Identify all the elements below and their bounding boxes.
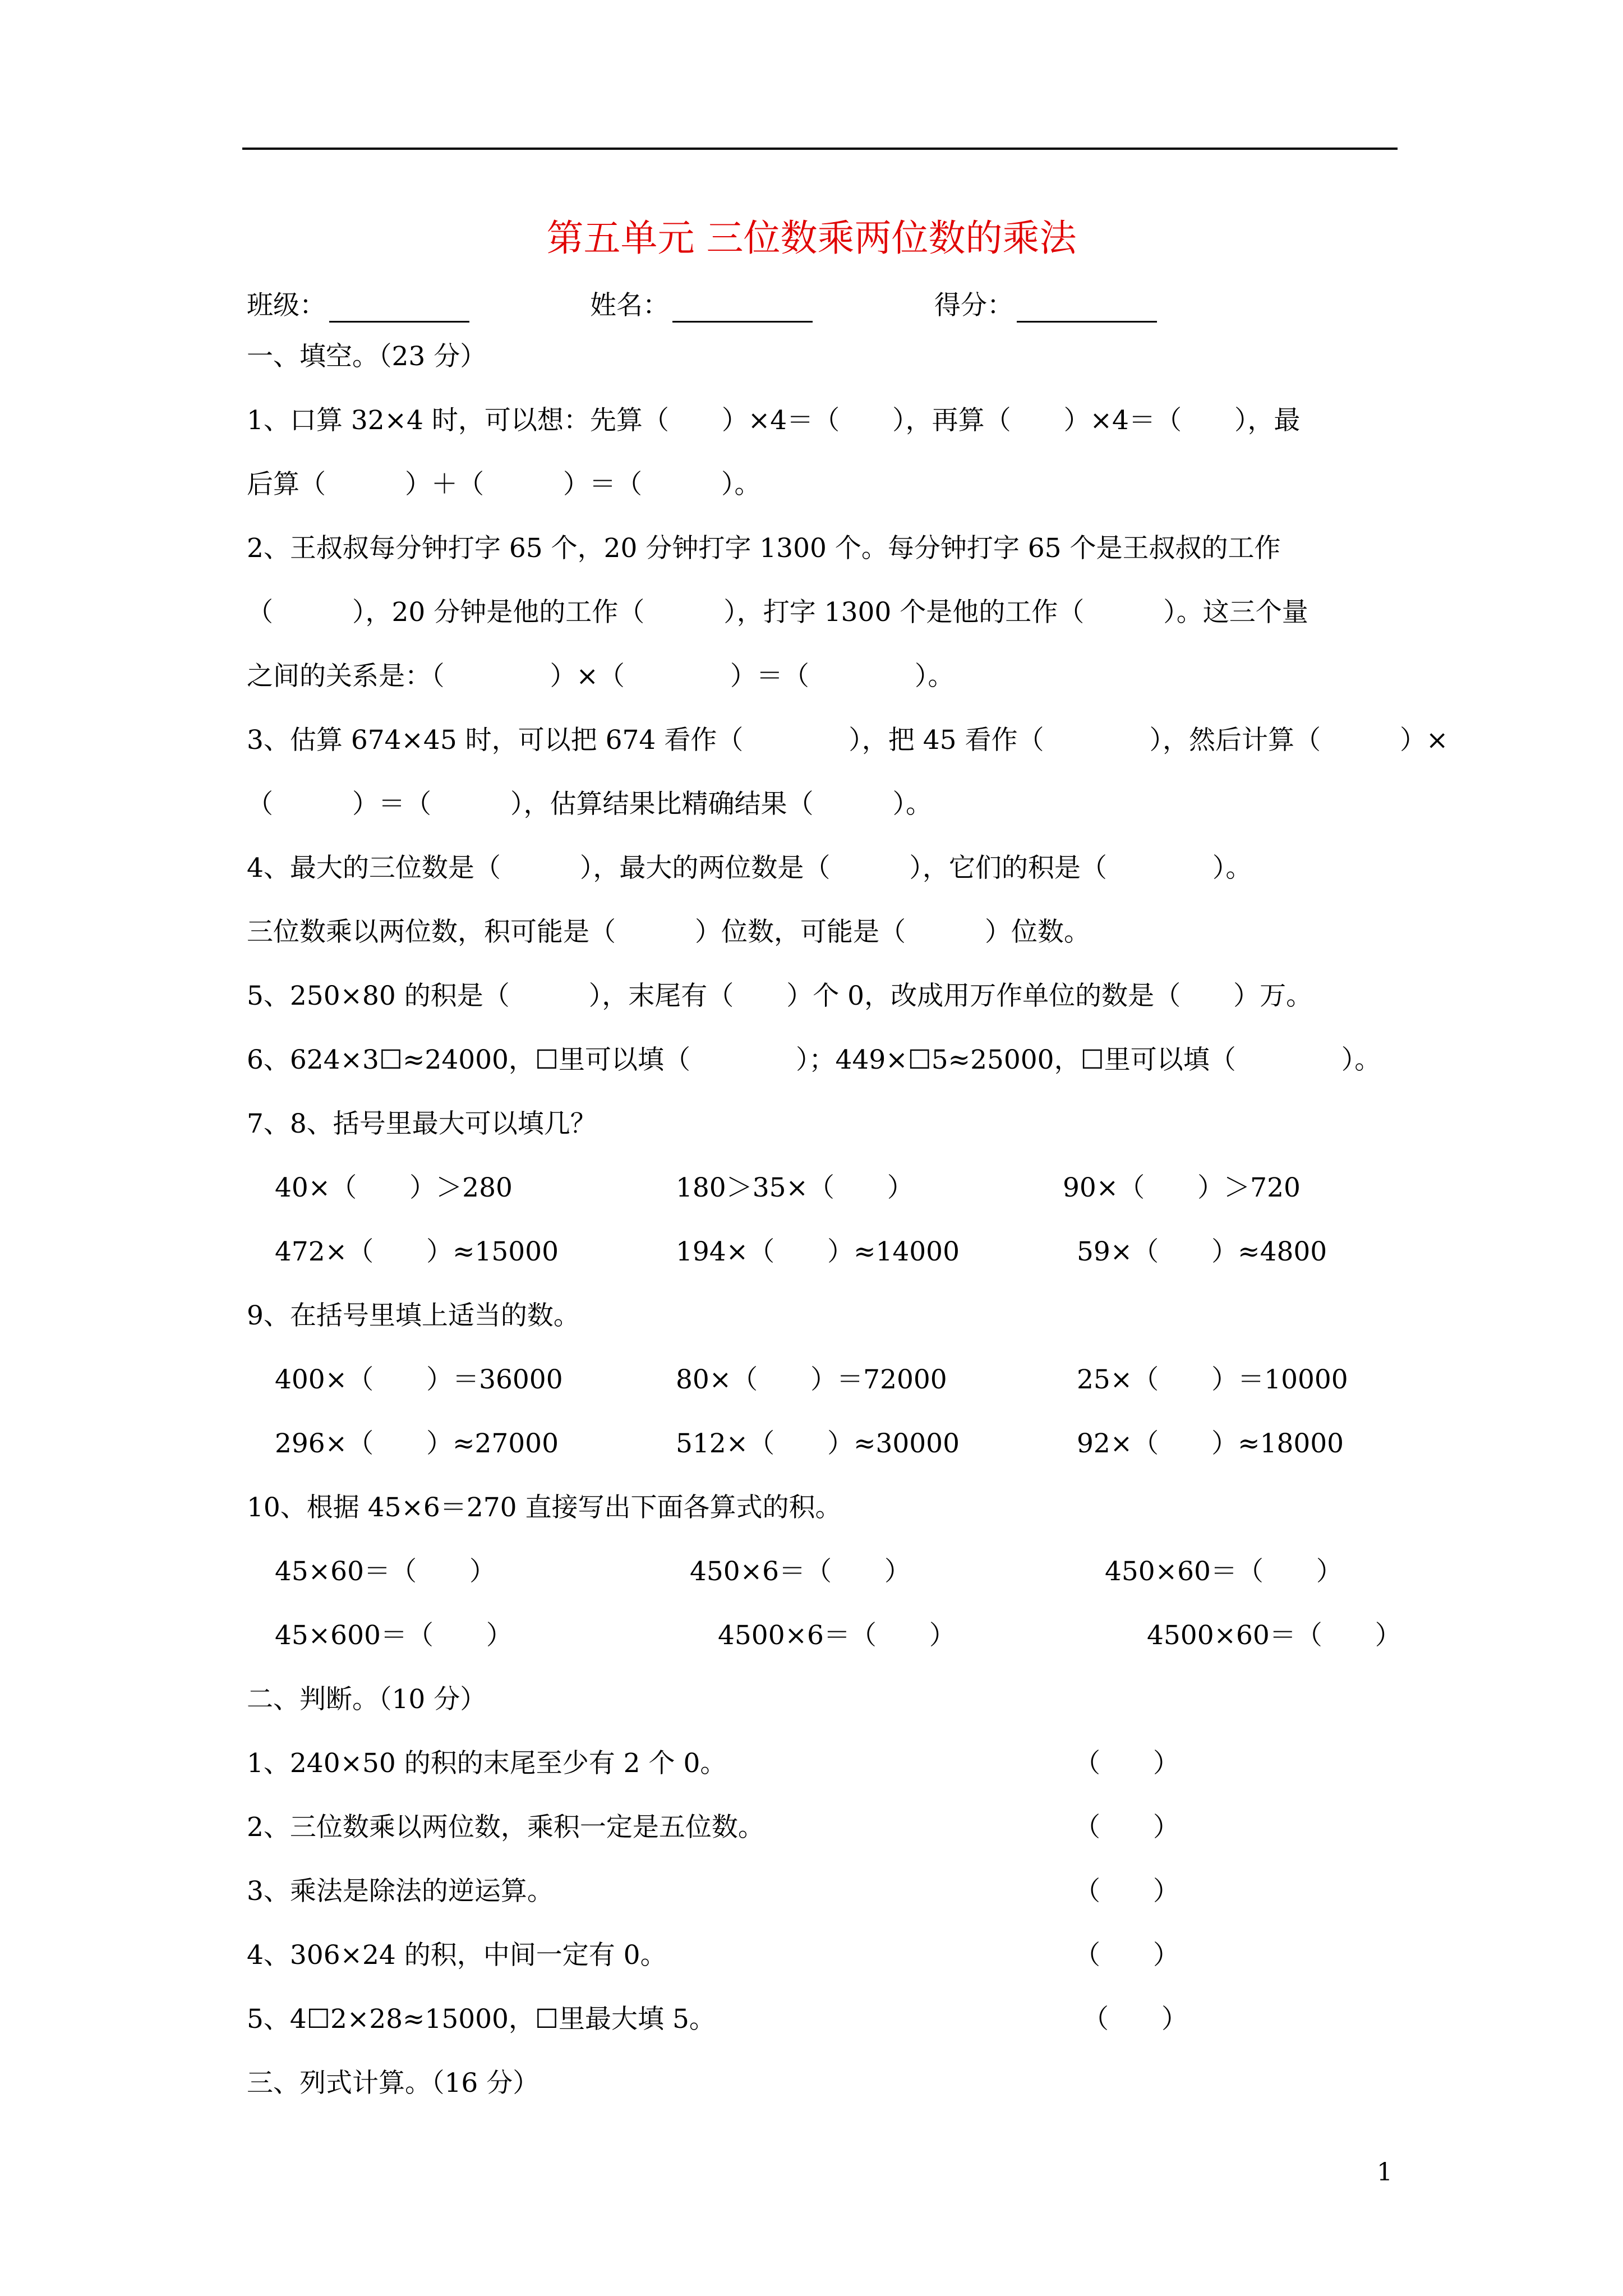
- q3-line2: （ ）＝（ ），估算结果比精确结果（ ）。: [247, 789, 932, 820]
- judge-item-4: 4、306×24 的积，中间一定有 0。: [247, 1940, 667, 1971]
- q78-r1-c2: 180＞35×（ ）: [676, 1172, 914, 1203]
- q10-r2-c2: 4500×6＝（ ）: [718, 1620, 956, 1651]
- judge-paren-2: （ ）: [1074, 1812, 1179, 1843]
- q9-r2-c2: 512×（ ）≈30000: [676, 1428, 960, 1459]
- section1-heading: 一、填空。（23 分）: [247, 341, 487, 372]
- q10-r1-c2: 450×6＝（ ）: [690, 1556, 911, 1587]
- q9-heading: 9、在括号里填上适当的数。: [247, 1300, 580, 1331]
- q9-r2-c1: 296×（ ）≈27000: [275, 1428, 559, 1459]
- q2-line1: 2、王叔叔每分钟打字 65 个，20 分钟打字 1300 个。每分钟打字 65 个是王叔叔的工作: [247, 533, 1281, 564]
- q2-line2: （ ），20 分钟是他的工作（ ），打字 1300 个是他的工作（ ）。这三个量: [247, 597, 1308, 628]
- judge-item-2: 2、三位数乘以两位数，乘积一定是五位数。: [247, 1812, 764, 1843]
- q78-r2-c2: 194×（ ）≈14000: [676, 1236, 960, 1267]
- q4-line1: 4、最大的三位数是（ ），最大的两位数是（ ），它们的积是（ ）。: [247, 853, 1252, 884]
- judge-item-3: 3、乘法是除法的逆运算。: [247, 1876, 554, 1907]
- q78-heading: 7、8、括号里最大可以填几？: [247, 1108, 597, 1139]
- q78-r2-c3: 59×（ ）≈4800: [1077, 1236, 1327, 1267]
- q5-line: 5、250×80 的积是（ ），末尾有（ ）个 0，改成用万作单位的数是（ ）万。: [247, 981, 1313, 1011]
- judge-paren-3: （ ）: [1074, 1876, 1179, 1907]
- score-label: 得分：: [934, 290, 1013, 321]
- class-label: 班级：: [247, 290, 326, 321]
- q9-r2-c3: 92×（ ）≈18000: [1077, 1428, 1344, 1459]
- q10-r2-c1: 45×600＝（ ）: [275, 1620, 513, 1651]
- q10-r2-c3: 4500×60＝（ ）: [1147, 1620, 1401, 1651]
- judge-paren-1: （ ）: [1074, 1748, 1179, 1779]
- q9-r1-c2: 80×（ ）＝72000: [676, 1364, 947, 1395]
- name-blank: [672, 296, 813, 323]
- q10-heading: 10、根据 45×6＝270 直接写出下面各算式的积。: [247, 1492, 842, 1523]
- q10-r1-c3: 450×60＝（ ）: [1105, 1556, 1343, 1587]
- header-rule: [242, 148, 1398, 150]
- section2-heading: 二、判断。（10 分）: [247, 1684, 487, 1715]
- q1-line1: 1、口算 32×4 时，可以想：先算（ ）×4＝（ ），再算（ ）×4＝（ ），最: [247, 405, 1301, 436]
- name-field: [590, 289, 813, 323]
- q1-line2: 后算（ ）＋（ ）＝（ ）。: [247, 469, 761, 500]
- q78-r2-c1: 472×（ ）≈15000: [275, 1236, 559, 1267]
- page-title: 第五单元 三位数乘两位数的乘法: [546, 217, 1077, 260]
- q78-r1-c1: 40×（ ）＞280: [275, 1172, 513, 1203]
- q4-line2: 三位数乘以两位数，积可能是（ ）位数，可能是（ ）位数。: [247, 917, 1090, 947]
- judge-paren-5: （ ）: [1082, 2004, 1188, 2035]
- judge-paren-4: （ ）: [1074, 1940, 1179, 1971]
- name-label: 姓名：: [590, 290, 669, 321]
- section3-heading: 三、列式计算。（16 分）: [247, 2068, 540, 2099]
- q78-r1-c3: 90×（ ）＞720: [1063, 1172, 1301, 1203]
- class-field: [247, 289, 469, 323]
- q6-line: 6、624×3☐≈24000，☐里可以填（ ）；449×☐5≈25000，☐里可以填（ ）。: [247, 1045, 1381, 1075]
- q2-line3: 之间的关系是：（ ）×（ ）＝（ ）。: [247, 661, 955, 692]
- class-blank: [329, 296, 469, 323]
- q3-line1: 3、估算 674×45 时，可以把 674 看作（ ），把 45 看作（ ），然后计算（ ）×: [247, 725, 1449, 756]
- score-field: [934, 289, 1157, 323]
- page-number: 1: [1377, 2158, 1393, 2187]
- score-blank: [1017, 296, 1157, 323]
- q9-r1-c1: 400×（ ）＝36000: [275, 1364, 563, 1395]
- judge-item-1: 1、240×50 的积的末尾至少有 2 个 0。: [247, 1748, 727, 1779]
- q9-r1-c3: 25×（ ）＝10000: [1077, 1364, 1348, 1395]
- q10-r1-c1: 45×60＝（ ）: [275, 1556, 496, 1587]
- judge-item-5: 5、4☐2×28≈15000，☐里最大填 5。: [247, 2004, 716, 2035]
